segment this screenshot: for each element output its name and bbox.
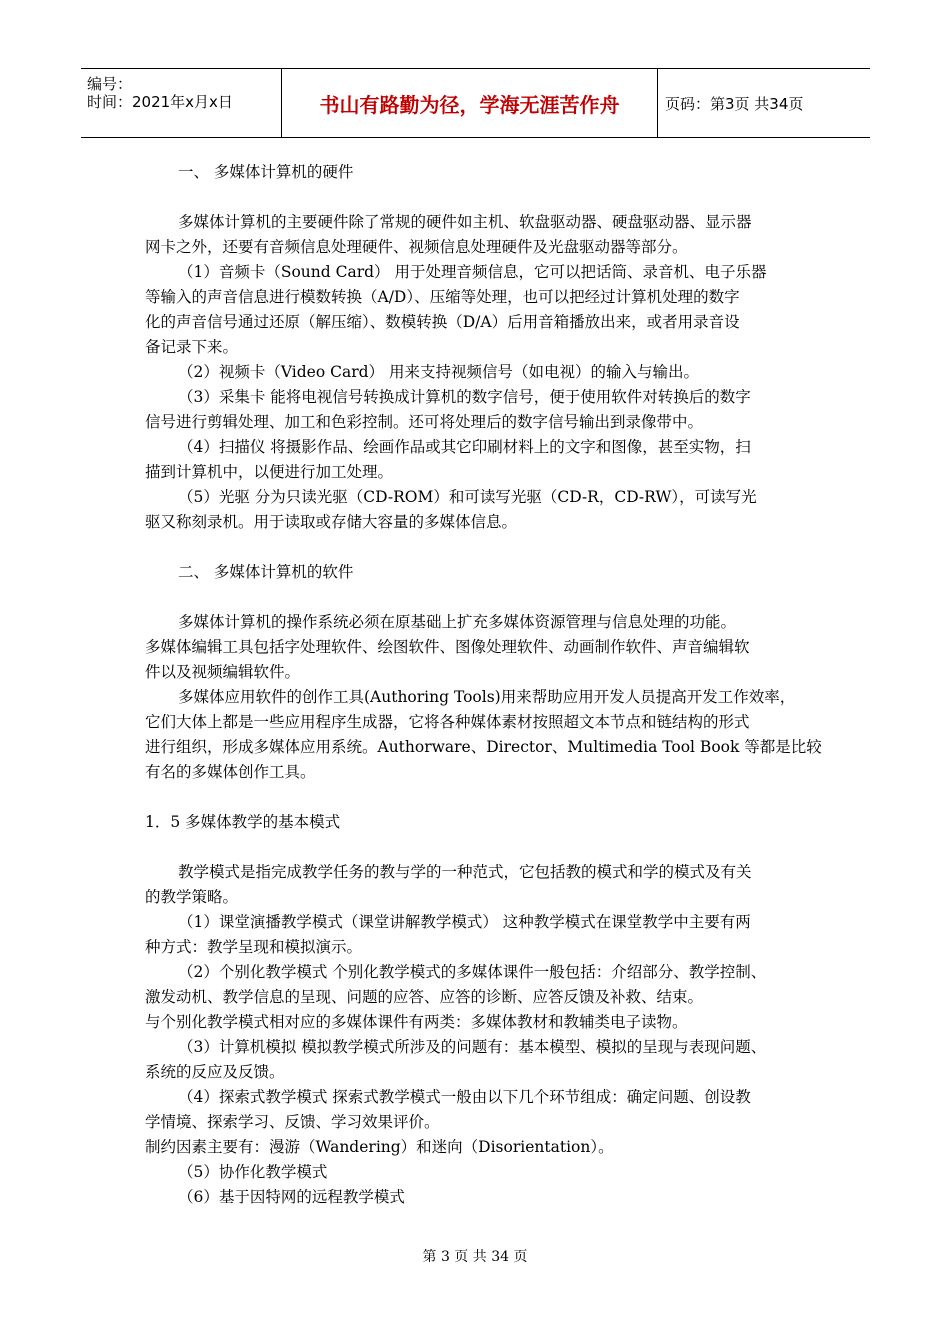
paragraph-line: 多媒体计算机的操作系统必须在原基础上扩充多媒体资源管理与信息处理的功能。 <box>178 613 737 631</box>
paragraph-line: 学情境、探索学习、反馈、学习效果评价。 <box>145 1113 440 1131</box>
paragraph-line: （3）计算机模拟 模拟教学模式所涉及的问题有：基本模型、模拟的呈现与表现问题、 <box>178 1038 767 1056</box>
paragraph-line: 等输入的声音信息进行模数转换（A/D）、压缩等处理，也可以把经过计算机处理的数字 <box>145 288 740 306</box>
paragraph-line: 化的声音信号通过还原（解压缩）、数模转换（D/A）后用音箱播放出来，或者用录音设 <box>145 313 740 331</box>
paragraph-line: （5）光驱 分为只读光驱（CD-ROM）和可读写光驱（CD-R，CD-RW），可读写光 <box>178 488 757 506</box>
paragraph-line: 进行组织，形成多媒体应用系统。Authorware、Director、Multimedia Tool Book 等都是比较 <box>145 738 822 756</box>
paragraph-line: 信号进行剪辑处理、加工和色彩控制。还可将处理后的数字信号输出到录像带中。 <box>145 413 704 431</box>
header-time: 时间：2021年x月x日 <box>87 93 233 111</box>
paragraph-line: 驱又称刻录机。用于读取或存储大容量的多媒体信息。 <box>145 513 518 531</box>
paragraph-line: （4）探索式教学模式 探索式教学模式一般由以下几个环节组成：确定问题、创设教 <box>178 1088 751 1106</box>
paragraph-line: 种方式：教学呈现和模拟演示。 <box>145 938 363 956</box>
paragraph-line: （2）个别化教学模式 个别化教学模式的多媒体课件一般包括：介绍部分、教学控制、 <box>178 963 767 981</box>
section-heading: 二、 多媒体计算机的软件 <box>178 563 354 581</box>
section-heading: 一、 多媒体计算机的硬件 <box>178 163 354 181</box>
header-meta <box>87 75 233 111</box>
paragraph-line: 教学模式是指完成教学任务的教与学的一种范式，它包括教的模式和学的模式及有关 <box>178 863 752 881</box>
paragraph-line: 制约因素主要有：漫游（Wandering）和迷向（Disorientation）。 <box>145 1138 614 1156</box>
paragraph-line: 网卡之外，还要有音频信息处理硬件、视频信息处理硬件及光盘驱动器等部分。 <box>145 238 688 256</box>
paragraph-line: 有名的多媒体创作工具。 <box>145 763 316 781</box>
paragraph-line: 件以及视频编辑软件。 <box>145 663 301 681</box>
paragraph-line: 多媒体计算机的主要硬件除了常规的硬件如主机、软盘驱动器、硬盘驱动器、显示器 <box>178 213 752 231</box>
paragraph-line: 描到计算机中，以便进行加工处理。 <box>145 463 394 481</box>
paragraph-line: 它们大体上都是一些应用程序生成器，它将各种媒体素材按照超文本节点和链结构的形式 <box>145 713 750 731</box>
paragraph-line: （6）基于因特网的远程教学模式 <box>178 1188 405 1206</box>
paragraph-line: （3）采集卡 能将电视信号转换成计算机的数字信号，便于使用软件对转换后的数字 <box>178 388 751 406</box>
header-number: 编号： <box>87 75 133 93</box>
paragraph-line: （1）课堂演播教学模式（课堂讲解教学模式） 这种教学模式在课堂教学中主要有两 <box>178 913 751 931</box>
section-heading: 1．5 多媒体教学的基本模式 <box>145 813 341 831</box>
paragraph-line: 的教学策略。 <box>145 888 239 906</box>
paragraph-line: 多媒体应用软件的创作工具(Authoring Tools)用来帮助应用开发人员提高开发工作效率， <box>178 688 796 706</box>
header-page-info: 页码：第3页 共34页 <box>665 94 804 113</box>
page-header <box>81 68 870 138</box>
paragraph-line: 备记录下来。 <box>145 338 239 356</box>
page-footer: 第 3 页 共 34 页 <box>422 1249 528 1265</box>
paragraph-line: （5）协作化教学模式 <box>178 1163 328 1181</box>
header-motto: 书山有路勤为径，学海无涯苦作舟 <box>319 92 620 117</box>
paragraph-line: （4）扫描仪 将摄影作品、绘画作品或其它印刷材料上的文字和图像，甚至实物，扫 <box>178 438 751 456</box>
paragraph-line: 多媒体编辑工具包括字处理软件、绘图软件、图像处理软件、动画制作软件、声音编辑软 <box>145 638 750 656</box>
paragraph-line: 与个别化教学模式相对应的多媒体课件有两类：多媒体教材和教辅类电子读物。 <box>145 1013 688 1031</box>
document-body <box>145 160 822 1210</box>
paragraph-line: 激发动机、教学信息的呈现、问题的应答、应答的诊断、应答反馈及补救、结束。 <box>145 988 704 1006</box>
paragraph-line: （2）视频卡（Video Card） 用来支持视频信号（如电视）的输入与输出。 <box>178 363 699 381</box>
paragraph-line: 系统的反应及反馈。 <box>145 1063 285 1081</box>
paragraph-line: （1）音频卡（Sound Card） 用于处理音频信息，它可以把话筒、录音机、电子乐器 <box>178 263 767 281</box>
